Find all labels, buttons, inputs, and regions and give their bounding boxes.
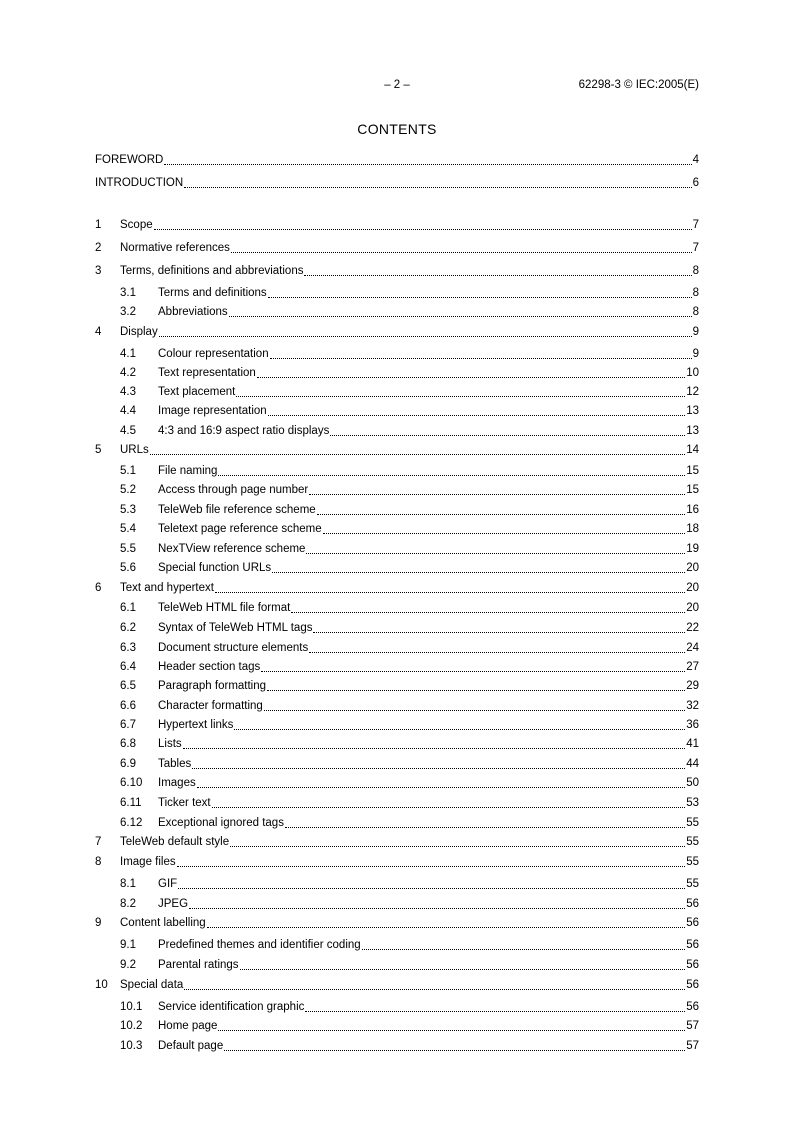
toc-entry[interactable] [120, 1038, 699, 1054]
toc-entry-title: Abbreviations [158, 306, 228, 318]
toc-entry-title: JPEG [158, 898, 189, 910]
toc-entry-number: 3.2 [120, 306, 136, 318]
toc-dot-leader [212, 806, 686, 808]
toc-entry-number: 10 [95, 979, 108, 991]
toc-entry-page: 16 [686, 504, 699, 516]
toc-dot-leader [164, 163, 691, 165]
toc-entry[interactable] [120, 384, 699, 400]
toc-dot-leader [268, 296, 692, 298]
toc-entry[interactable] [120, 717, 699, 733]
toc-entry[interactable] [120, 600, 699, 616]
toc-dot-leader [215, 591, 685, 593]
toc-dot-leader [218, 1029, 685, 1031]
toc-dot-leader [207, 926, 686, 928]
toc-dot-leader [230, 845, 685, 847]
toc-entry[interactable] [120, 999, 699, 1015]
toc-entry[interactable] [95, 580, 699, 596]
toc-dot-leader [178, 887, 685, 889]
toc-entry-number: 9.1 [120, 939, 136, 951]
toc-entry-page: 7 [692, 242, 699, 254]
toc-entry-page: 4 [692, 154, 699, 166]
toc-entry[interactable] [120, 896, 699, 912]
toc-entry-page: 7 [692, 219, 699, 231]
toc-entry-number: 4.3 [120, 386, 136, 398]
page-number: – 2 – [384, 79, 410, 91]
toc-entry-page: 12 [686, 386, 699, 398]
toc-entry[interactable] [120, 957, 699, 973]
toc-dot-leader [197, 786, 685, 788]
toc-entry-page: 13 [686, 425, 699, 437]
toc-entry-page: 13 [686, 405, 699, 417]
toc-entry-number: 4.1 [120, 348, 136, 360]
toc-entry-title: Syntax of TeleWeb HTML tags [158, 622, 313, 634]
toc-entry-number: 5.4 [120, 523, 136, 535]
toc-entry-title: Character formatting [158, 700, 263, 712]
toc-entry-title: Normative references [120, 242, 230, 254]
toc-entry-title: Access through page number [158, 484, 309, 496]
toc-entry-number: 4.4 [120, 405, 136, 417]
toc-entry-number: 5.2 [120, 484, 136, 496]
toc-dot-leader [285, 826, 685, 828]
toc-entry[interactable] [120, 795, 699, 811]
toc-entry-page: 22 [686, 622, 699, 634]
toc-entry-number: 4 [95, 326, 102, 338]
toc-entry-title: Terms and definitions [158, 287, 267, 299]
toc-entry[interactable] [95, 977, 699, 993]
toc-entry-page: 57 [686, 1020, 699, 1032]
toc-entry[interactable] [95, 854, 699, 870]
toc-entry-title: 4:3 and 16:9 aspect ratio displays [158, 425, 330, 437]
toc-entry-number: 6.7 [120, 719, 136, 731]
toc-entry-number: 6.6 [120, 700, 136, 712]
toc-dot-leader [183, 747, 686, 749]
toc-entry[interactable] [120, 463, 699, 479]
toc-entry-page: 53 [686, 797, 699, 809]
toc-entry[interactable] [95, 915, 699, 931]
toc-entry-title: Display [120, 326, 158, 338]
toc-entry-number: 3.1 [120, 287, 136, 299]
toc-dot-leader [154, 228, 692, 230]
toc-entry[interactable] [95, 217, 699, 233]
toc-entry-number: 6.10 [120, 777, 143, 789]
toc-entry-title: TeleWeb file reference scheme [158, 504, 316, 516]
toc-entry-title: Image files [120, 856, 176, 868]
toc-entry-page: 20 [686, 562, 699, 574]
toc-entry-title: Exceptional ignored tags [158, 817, 284, 829]
toc-entry[interactable] [95, 152, 699, 168]
toc-entry-page: 41 [686, 738, 699, 750]
toc-dot-leader [264, 709, 685, 711]
toc-dot-leader [306, 552, 685, 554]
toc-dot-leader [240, 968, 686, 970]
toc-entry[interactable] [120, 659, 699, 675]
toc-entry[interactable] [120, 1018, 699, 1034]
toc-entry-number: 6.9 [120, 758, 136, 770]
toc-entry-number: 6.11 [120, 797, 142, 809]
toc-entry-page: 55 [686, 878, 699, 890]
toc-entry[interactable] [120, 775, 699, 791]
toc-entry-title: Text and hypertext [120, 582, 214, 594]
toc-entry[interactable] [120, 346, 699, 362]
toc-entry[interactable] [120, 815, 699, 831]
toc-dot-leader [224, 1049, 685, 1051]
toc-entry-page: 6 [692, 177, 699, 189]
toc-dot-leader [229, 315, 692, 317]
toc-entry-title: Home page [158, 1020, 218, 1032]
toc-entry[interactable] [120, 304, 699, 320]
toc-entry-page: 20 [686, 582, 699, 594]
toc-entry-page: 27 [686, 661, 699, 673]
toc-entry[interactable] [95, 263, 699, 279]
toc-entry[interactable] [120, 698, 699, 714]
toc-entry-number: 6.5 [120, 680, 136, 692]
toc-entry[interactable] [95, 324, 699, 340]
toc-entry-title: Images [158, 777, 196, 789]
toc-entry-number: 3 [95, 265, 102, 277]
toc-entry-title: Ticker text [158, 797, 211, 809]
toc-entry-number: 9 [95, 917, 102, 929]
toc-entry-page: 19 [686, 543, 699, 555]
toc-entry-number: 1 [95, 219, 102, 231]
toc-entry-number: 6.8 [120, 738, 136, 750]
toc-entry-number: 5.6 [120, 562, 136, 574]
toc-entry-title: Special function URLs [158, 562, 272, 574]
toc-entry-number: 2 [95, 242, 102, 254]
toc-entry-number: 6.12 [120, 817, 143, 829]
toc-entry-number: 9.2 [120, 959, 136, 971]
toc-dot-leader [291, 611, 685, 613]
toc-entry-title: Special data [120, 979, 184, 991]
toc-entry-number: 7 [95, 836, 102, 848]
toc-dot-leader [270, 357, 692, 359]
toc-entry-number: 5.3 [120, 504, 136, 516]
toc-dot-leader [323, 532, 686, 534]
toc-dot-leader [317, 513, 686, 515]
toc-entry[interactable] [95, 834, 699, 850]
toc-entry-number: 6.1 [120, 602, 136, 614]
toc-entry-page: 36 [686, 719, 699, 731]
toc-dot-leader [309, 493, 685, 495]
toc-entry-page: 9 [692, 348, 699, 360]
toc-entry-title: Predefined themes and identifier coding [158, 939, 361, 951]
toc-entry-number: 8.1 [120, 878, 136, 890]
toc-entry[interactable] [120, 423, 699, 439]
toc-entry-title: Hypertext links [158, 719, 234, 731]
toc-dot-leader [184, 186, 691, 188]
toc-entry-page: 15 [686, 465, 699, 477]
toc-entry-page: 14 [686, 444, 699, 456]
toc-entry-title: URLs [120, 444, 149, 456]
toc-entry-title: Image representation [158, 405, 267, 417]
toc-entry[interactable] [120, 521, 699, 537]
toc-entry[interactable] [95, 442, 699, 458]
toc-entry-page: 57 [686, 1040, 699, 1052]
toc-entry-page: 55 [686, 836, 699, 848]
toc-entry-title: Colour representation [158, 348, 269, 360]
toc-entry[interactable] [120, 365, 699, 381]
toc-entry-page: 8 [692, 265, 699, 277]
toc-dot-leader [309, 651, 685, 653]
toc-entry-title: Document structure elements [158, 642, 309, 654]
toc-entry-page: 56 [686, 939, 699, 951]
toc-entry-page: 55 [686, 817, 699, 829]
toc-entry-title: FOREWORD [95, 154, 164, 166]
toc-entry-number: 10.2 [120, 1020, 143, 1032]
toc-dot-leader [362, 948, 686, 950]
toc-entry-title: Service identification graphic [158, 1001, 305, 1013]
toc-entry-number: 6.3 [120, 642, 136, 654]
toc-entry[interactable] [120, 541, 699, 557]
toc-entry-number: 10.1 [120, 1001, 143, 1013]
toc-entry-page: 8 [692, 306, 699, 318]
toc-entry[interactable] [120, 502, 699, 518]
toc-entry-page: 18 [686, 523, 699, 535]
toc-entry[interactable] [120, 640, 699, 656]
toc-entry-number: 10.3 [120, 1040, 143, 1052]
toc-dot-leader [313, 631, 685, 633]
toc-entry[interactable] [120, 756, 699, 772]
toc-entry-page: 56 [686, 898, 699, 910]
toc-entry-title: TeleWeb HTML file format [158, 602, 291, 614]
page-header [95, 79, 699, 95]
toc-entry-number: 5.5 [120, 543, 136, 555]
toc-entry-title: TeleWeb default style [120, 836, 230, 848]
toc-entry[interactable] [120, 620, 699, 636]
toc-entry-number: 6.2 [120, 622, 136, 634]
toc-entry-title: Paragraph formatting [158, 680, 267, 692]
toc-entry-page: 15 [686, 484, 699, 496]
toc-entry-page: 56 [686, 979, 699, 991]
toc-dot-leader [330, 434, 685, 436]
toc-dot-leader [192, 767, 685, 769]
toc-entry-title: Text representation [158, 367, 256, 379]
toc-entry-title: File naming [158, 465, 218, 477]
toc-entry[interactable] [95, 175, 699, 191]
toc-entry[interactable] [120, 560, 699, 576]
toc-dot-leader [272, 571, 685, 573]
toc-entry[interactable] [95, 240, 699, 256]
toc-entry-page: 20 [686, 602, 699, 614]
toc-dot-leader [236, 395, 685, 397]
toc-dot-leader [305, 1010, 685, 1012]
toc-dot-leader [150, 453, 685, 455]
toc-dot-leader [159, 335, 692, 337]
toc-entry-title: Parental ratings [158, 959, 239, 971]
toc-entry-page: 55 [686, 856, 699, 868]
toc-entry-title: GIF [158, 878, 178, 890]
toc-entry-page: 10 [686, 367, 699, 379]
standard-reference: 62298-3 © IEC:2005(E) [578, 79, 699, 91]
toc-entry[interactable] [120, 403, 699, 419]
page-title: CONTENTS [357, 121, 437, 137]
toc-dot-leader [267, 689, 685, 691]
toc-entry-title: Teletext page reference scheme [158, 523, 322, 535]
toc-entry-title: Scope [120, 219, 153, 231]
toc-entry-page: 24 [686, 642, 699, 654]
toc-entry[interactable] [120, 285, 699, 301]
toc-dot-leader [177, 865, 686, 867]
toc-entry-page: 56 [686, 1001, 699, 1013]
toc-dot-leader [268, 414, 686, 416]
toc-entry-page: 9 [692, 326, 699, 338]
toc-entry-number: 6 [95, 582, 102, 594]
toc-entry-page: 56 [686, 959, 699, 971]
toc-entry-number: 8 [95, 856, 102, 868]
toc-entry-number: 6.4 [120, 661, 136, 673]
toc-entry-number: 8.2 [120, 898, 136, 910]
toc-entry-page: 32 [686, 700, 699, 712]
toc-entry-page: 56 [686, 917, 699, 929]
toc-dot-leader [304, 274, 691, 276]
toc-entry-page: 50 [686, 777, 699, 789]
toc-entry[interactable] [120, 482, 699, 498]
toc-entry[interactable] [120, 736, 699, 752]
toc-entry-page: 8 [692, 287, 699, 299]
toc-entry-title: INTRODUCTION [95, 177, 184, 189]
toc-dot-leader [257, 376, 685, 378]
toc-entry-title: Header section tags [158, 661, 261, 673]
toc-entry-page: 29 [686, 680, 699, 692]
toc-dot-leader [261, 670, 685, 672]
toc-entry-title: Lists [158, 738, 182, 750]
toc-entry-title: NexTView reference scheme [158, 543, 306, 555]
toc-entry-title: Content labelling [120, 917, 206, 929]
toc-entry-number: 5.1 [120, 465, 136, 477]
toc-dot-leader [184, 988, 685, 990]
toc-dot-leader [231, 251, 692, 253]
toc-dot-leader [218, 474, 685, 476]
toc-entry-title: Tables [158, 758, 192, 770]
toc-dot-leader [234, 728, 685, 730]
toc-entry[interactable] [120, 678, 699, 694]
toc-entry-number: 5 [95, 444, 102, 456]
toc-entry[interactable] [120, 937, 699, 953]
toc-entry[interactable] [120, 876, 699, 892]
toc-entry-number: 4.5 [120, 425, 136, 437]
toc-entry-page: 44 [686, 758, 699, 770]
toc-entry-title: Text placement [158, 386, 236, 398]
toc-entry-title: Default page [158, 1040, 224, 1052]
toc-dot-leader [189, 907, 685, 909]
toc-entry-number: 4.2 [120, 367, 136, 379]
toc-entry-title: Terms, definitions and abbreviations [120, 265, 304, 277]
